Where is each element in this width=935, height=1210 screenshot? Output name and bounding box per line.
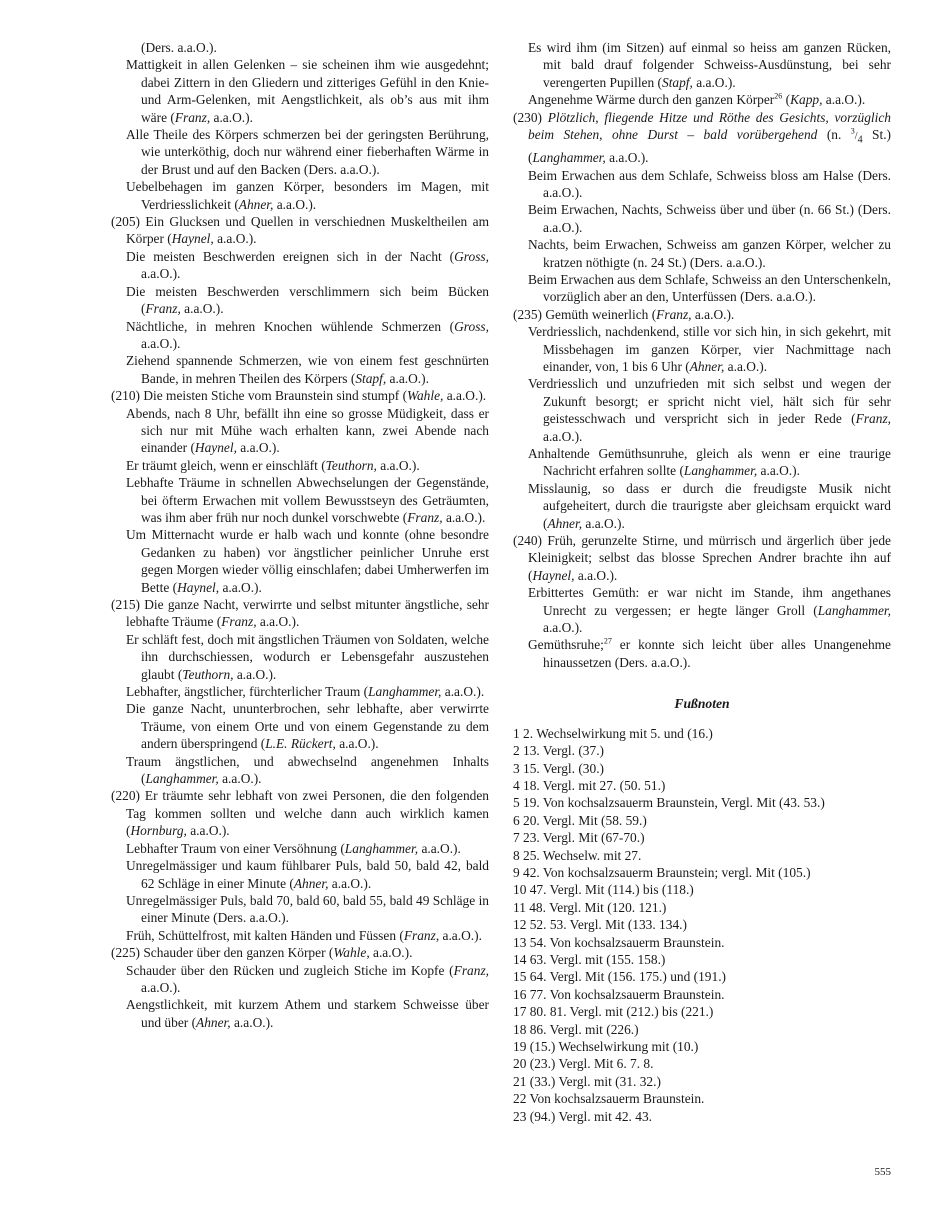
text-entry	[513, 167, 891, 202]
entry-text: a.a.O.).	[376, 457, 420, 473]
entry-text: Abends, nach 8 Uhr, befällt ihn eine so grosse Müdigkeit, dass er sich nur mit Mühe wach erhalten kann, zwei Abende nach einander (	[126, 405, 489, 456]
footnote-item: 11 48. Vergl. Mit (120. 121.)	[513, 899, 667, 915]
entry-text: a.a.O.).	[692, 74, 736, 90]
entry-text: a.a.O.).	[141, 979, 181, 995]
text-entry	[111, 405, 489, 457]
text-entry	[111, 56, 489, 126]
footnote-list	[513, 725, 891, 1125]
entry-text: Lebhafte Träume in schnellen Abwechselungen der Gegenstände, bei öfterm Erwachen mit vollem Bewusstseyn des Geträumten, was ihm aber früh nur noch dunkel vorschwebte (	[126, 475, 489, 525]
entry-text: (225) Schauder über den ganzen Körper (	[111, 945, 334, 961]
entry-text: Beim Erwachen aus dem Schlafe, Schweiss an den Unterschenkeln, vorzüglich aber an den, Unterfüssen (Ders. a.a.O.).	[528, 271, 891, 305]
author-name: Gross,	[454, 318, 489, 334]
author-name: Langhammer,	[344, 840, 419, 856]
text-entry	[111, 318, 489, 353]
text-entry	[111, 352, 489, 387]
author-name: Langhammer,	[368, 684, 442, 700]
text-entry	[111, 840, 489, 857]
author-name: L.E. Rückert,	[265, 736, 336, 752]
text-entry	[111, 927, 489, 944]
entry-text: (215) Die ganze Nacht, verwirrte und selbst mitunter ängstliche, sehr lebhafte Träume (	[111, 597, 489, 630]
entry-text: Schauder über den Rücken und zugleich Stiche im Kopfe (	[126, 962, 454, 978]
entry-text: Er träumt gleich, wenn er einschläft (	[126, 457, 326, 473]
text-entry	[513, 39, 891, 91]
author-name: Franz,	[403, 927, 440, 943]
entry-text: Aengstlichkeit, mit kurzem Athem und starkem Schweisse über und über (	[126, 997, 489, 1030]
text-entry	[111, 700, 489, 752]
entry-text: Beim Erwachen, Nachts, Schweiss über und über (n. 66 St.) (Ders. a.a.O.).	[528, 202, 891, 235]
entry-text: a.a.O.).	[724, 358, 768, 374]
author-name: Wahle,	[333, 945, 370, 961]
footnote-item: 9 42. Von kochsalzsauerm Braunstein; vergl. Mit (105.)	[513, 864, 811, 880]
entry-text: a.a.O.).	[582, 515, 625, 531]
footnotes-title: Fußnoten	[674, 696, 730, 712]
author-name: Franz,	[221, 614, 257, 630]
entry-text: a.a.O.).	[605, 150, 649, 166]
entry-text: Verdriesslich, nachdenkend, stille vor sich hin, in sich gekehrt, mit Missbehagen im ganzen Körper, vier Nachmittage nach einander, von, 1 bis 6 Uhr (	[528, 324, 891, 374]
text-entry	[513, 323, 891, 375]
entry-text: a.a.O.).	[256, 614, 300, 630]
left-text-column	[111, 39, 489, 1031]
superscript: 27	[603, 637, 612, 647]
text-entry	[513, 532, 891, 584]
entry-text: a.a.O.).	[236, 440, 280, 456]
entry-text: (210) Die meisten Stiche vom Braunstein sind stumpf (	[111, 388, 408, 404]
entry-text: Mattigkeit in allen Gelenken – sie scheinen ihm wie ausgedehnt; dabei Zittern in den Gliedern und zitteriges Gefühl in den Knie- und Arm-Gelenken, mit Aengstlichkeit, als ob’s aus mit ihm wäre (	[126, 57, 489, 125]
footnote-item: 21 (33.) Vergl. mit (31. 32.)	[513, 1073, 661, 1089]
footnote-item: 10 47. Vergl. Mit (114.) bis (118.)	[513, 882, 694, 898]
text-entry	[513, 109, 891, 167]
superscript: 26	[774, 91, 783, 101]
entry-text: a.a.O.).	[218, 771, 262, 787]
entry-text: (240) Früh, gerunzelte Stirne, und mürrisch und ärgerlich über jede Kleinigkeit; selbst das blosse Sprechen Andrer brachte ihn auf (	[513, 533, 891, 583]
text-entry	[111, 631, 489, 683]
author-name: Langhammer,	[145, 771, 219, 787]
entry-text: Die ganze Nacht, ununterbrochen, sehr lebhafte, aber verwirrte Träume, von einem Orte und von einem Gegenstande zu dem andern überspringend (	[126, 701, 489, 752]
entry-text: a.a.O.).	[210, 109, 253, 125]
author-name: Stapf,	[662, 74, 693, 90]
entry-text: Misslaunig, so dass er durch die freudigste Musik nicht aufgeheitert, durch die traurigste aber gleichsam erquickt ward (	[528, 480, 891, 531]
entry-text: Nachts, beim Erwachen, Schweiss am ganzen Körper, welcher zu kratzen nöthigte (n. 24 St.) (Ders. a.a.O.).	[528, 237, 891, 270]
text-entry	[111, 213, 489, 248]
author-name: Ahner,	[547, 515, 583, 531]
author-name: Franz,	[656, 306, 692, 322]
entry-text: Die meisten Beschwerden ereignen sich in der Nacht (	[126, 248, 455, 264]
entry-text: Beim Erwachen aus dem Schlafe, Schweiss bloss am Halse (Ders. a.a.O.).	[528, 167, 891, 200]
author-name: Langhammer,	[532, 150, 606, 166]
author-name: Ahner,	[196, 1014, 231, 1030]
entry-text: a.a.O.).	[219, 579, 262, 595]
entry-text: Angenehme Wärme durch den ganzen Körper	[528, 92, 775, 108]
text-entry	[111, 474, 489, 526]
footnote-item: 4 18. Vergl. mit 27. (50. 51.)	[513, 777, 666, 793]
text-entry	[111, 787, 489, 839]
entry-text: a.a.O.).	[180, 301, 224, 317]
entry-text: a.a.O.).	[141, 335, 181, 351]
author-name: Kapp,	[790, 92, 823, 108]
author-name: Hornburg,	[130, 823, 187, 839]
author-name: Haynel,	[532, 567, 575, 583]
entry-text: a.a.O.).	[369, 945, 413, 961]
entry-text: a.a.O.).	[335, 736, 379, 752]
page-number: 555	[874, 1166, 891, 1178]
entry-text: a.a.O.).	[441, 684, 485, 700]
text-entry	[513, 636, 891, 671]
footnote-item: 23 (94.) Vergl. mit 42. 43.	[513, 1108, 652, 1124]
text-entry	[111, 457, 489, 474]
text-entry	[513, 445, 891, 480]
right-text-column	[513, 39, 891, 1125]
footnote-item: 1 2. Wechselwirkung mit 5. und (16.)	[513, 725, 713, 741]
entry-text: a.a.O.).	[213, 231, 257, 247]
text-entry	[513, 91, 891, 108]
entry-text: Um Mitternacht wurde er halb wach und konnte (ohne besondre Gedanken zu haben) vor ängstlicher peinlicher Unruhe erst gegen Morgen wieder völlig einschlafen; dabei Umherwerfen im Bette (	[126, 527, 489, 595]
footnote-item: 2 13. Vergl. (37.)	[513, 743, 604, 759]
text-entry	[111, 526, 489, 596]
entry-text: a.a.O.).	[574, 567, 618, 583]
entry-text: a.a.O.).	[230, 1014, 274, 1030]
entry-text: a.a.O.).	[543, 428, 583, 444]
footnote-item: 20 (23.) Vergl. Mit 6. 7. 8.	[513, 1056, 654, 1072]
author-name: Haynel,	[171, 231, 214, 247]
entry-text: a.a.O.).	[822, 92, 866, 108]
footnote-item: 7 23. Vergl. Mit (67-70.)	[513, 830, 645, 846]
text-entry	[513, 480, 891, 532]
entry-text: (n.	[817, 127, 851, 143]
text-entry	[111, 857, 489, 892]
text-entry	[513, 375, 891, 445]
author-name: Stapf,	[355, 370, 387, 386]
entry-text: Verdriesslich und unzufrieden mit sich selbst und wegen der Zukunft besorgt; er spricht nicht viel, hält sich für sehr geistesschwach und verspricht sich in jeder Rede (	[528, 376, 891, 427]
entry-text: a.a.O.).	[442, 509, 486, 525]
text-entry	[111, 996, 489, 1031]
footnote-item: 18 86. Vergl. mit (226.)	[513, 1021, 639, 1037]
entry-text: a.a.O.).	[439, 927, 482, 943]
author-name: Ahner,	[238, 196, 274, 212]
text-entry	[111, 962, 489, 997]
text-entry	[111, 596, 489, 631]
entry-text: (235) Gemüth weinerlich (	[513, 306, 657, 322]
entry-text: Unregelmässiger und kaum fühlbarer Puls, bald 50, bald 42, bald 62 Schläge in einer Minute (	[126, 858, 489, 891]
entry-text: (220) Er träumte sehr lebhaft von zwei Personen, die den folgenden Tag kommen sollten und welche dann auch wirklich kamen (	[111, 788, 489, 839]
footnote-item: 3 15. Vergl. (30.)	[513, 760, 604, 776]
text-entry	[111, 753, 489, 788]
entry-text: Erbittertes Gemüth: er war nicht im Stande, ihm angethanes Unrecht zu vergessen; er hegte länger Groll (	[528, 585, 891, 618]
text-entry	[111, 683, 489, 700]
entry-text: (	[782, 92, 791, 108]
entry-text: Ziehend spannende Schmerzen, wie von einem fest geschnürten Bande, in mehren Theilen des Körpers (	[126, 353, 489, 386]
footnote-item: 6 20. Vergl. Mit (58. 59.)	[513, 812, 647, 828]
entry-text: a.a.O.).	[273, 196, 317, 212]
text-entry	[111, 126, 489, 178]
entry-text: a.a.O.).	[386, 370, 429, 386]
entry-text: Uebelbehagen im ganzen Körper, besonders im Magen, mit Verdriesslichkeit (	[126, 179, 489, 212]
text-entry	[513, 201, 891, 236]
subscript: 4	[857, 134, 863, 146]
entry-text: a.a.O.).	[443, 388, 487, 404]
entry-text: Früh, Schüttelfrost, mit kalten Händen und Füssen (	[126, 927, 404, 943]
text-entry	[111, 944, 489, 961]
footnote-item: 19 (15.) Wechselwirkung mit (10.)	[513, 1039, 699, 1055]
entry-text: a.a.O.).	[691, 306, 735, 322]
entry-text: a.a.O.).	[233, 666, 277, 682]
superscript: 3	[850, 126, 855, 136]
author-name: Langhammer,	[683, 463, 758, 479]
author-name: Franz,	[855, 411, 891, 427]
author-name: Ahner,	[689, 358, 725, 374]
author-name: Ahner,	[293, 875, 329, 891]
entry-text: Anhaltende Gemüthsunruhe, gleich als wenn er eine traurige Nachricht erfahren sollte (	[528, 446, 891, 479]
author-name: Plötzlich, fliegende Hitze und Röthe des Gesichts, vorzüglich beim Stehen, ohne Durst – bald vorübergehend	[528, 109, 891, 143]
author-name: Franz,	[145, 301, 181, 317]
author-name: Teuthorn,	[182, 666, 234, 682]
footnote-item: 22 Von kochsalzsauerm Braunstein.	[513, 1091, 705, 1107]
entry-text: St.) (	[528, 127, 892, 166]
entry-text: (205) Ein Glucksen und Quellen in verschiednen Muskeltheilen am Körper (	[111, 214, 489, 247]
entry-text: Er schläft fest, doch mit ängstlichen Träumen von Soldaten, welche ihn durchschiessen, wodurch er Lebensgefahr auszustehen glaubt (	[126, 631, 489, 682]
entry-text: Gemüthsruhe;	[528, 637, 604, 653]
footnote-item: 5 19. Von kochsalzsauerm Braunstein, Vergl. Mit (43. 53.)	[513, 795, 825, 811]
entry-text: Traum ängstlichen, und abwechselnd angenehmen Inhalts (	[126, 753, 489, 787]
text-entry	[513, 584, 891, 636]
author-name: Franz,	[407, 509, 443, 525]
entry-text: Nächtliche, in mehren Knochen wühlende Schmerzen (	[126, 318, 455, 334]
text-entry	[111, 39, 489, 56]
footnote-item: 13 54. Von kochsalzsauerm Braunstein.	[513, 934, 725, 950]
footnote-item: 16 77. Von kochsalzsauerm Braunstein.	[513, 986, 725, 1002]
entry-text: (Ders. a.a.O.).	[141, 40, 217, 55]
text-entry	[111, 248, 489, 283]
footnote-item: 17 80. 81. Vergl. mit (212.) bis (221.)	[513, 1004, 714, 1020]
author-name: Franz,	[174, 109, 211, 125]
entry-text: a.a.O.).	[141, 266, 181, 282]
author-name: Langhammer,	[817, 602, 891, 618]
text-entry	[111, 178, 489, 213]
author-name: Franz,	[453, 962, 489, 978]
entry-text: Lebhafter, ängstlicher, fürchterlicher Traum (	[126, 684, 369, 700]
text-entry	[111, 892, 489, 927]
entry-text: a.a.O.).	[757, 463, 800, 479]
entry-text: Lebhafter Traum von einer Versöhnung (	[126, 840, 345, 856]
entry-text: a.a.O.).	[186, 823, 230, 839]
fraction-slash: /	[854, 131, 858, 143]
footnote-item: 12 52. 53. Vergl. Mit (133. 134.)	[513, 917, 687, 933]
author-name: Wahle,	[407, 388, 444, 404]
entry-text: a.a.O.).	[418, 840, 461, 856]
footnote-item: 15 64. Vergl. Mit (156. 175.) und (191.)	[513, 969, 726, 985]
entry-text: (230)	[513, 109, 548, 125]
author-name: Teuthorn,	[325, 457, 377, 473]
text-entry	[111, 387, 489, 404]
entry-text: Die meisten Beschwerden verschlimmern sich beim Bücken (	[126, 283, 489, 317]
entry-text: a.a.O.).	[543, 620, 583, 636]
author-name: Haynel,	[177, 579, 220, 595]
footnote-item: 14 63. Vergl. mit (155. 158.)	[513, 951, 666, 967]
author-name: Haynel,	[194, 440, 237, 456]
text-entry	[513, 236, 891, 271]
text-entry	[513, 271, 891, 306]
right-entries	[513, 39, 891, 671]
text-entry	[111, 283, 489, 318]
entry-text: Unregelmässiger Puls, bald 70, bald 60, bald 55, bald 49 Schläge in einer Minute (Ders. a.a.O.).	[126, 892, 489, 926]
entry-text: er konnte sich leicht über alles Unangenehme hinaussetzen (Ders. a.a.O.).	[543, 637, 891, 670]
entry-text: Es wird ihm (im Sitzen) auf einmal so heiss am ganzen Rücken, mit bald drauf folgender Schweiss-Ausdünstung, bei sehr verengerten Pupillen (	[528, 40, 891, 90]
entry-text: a.a.O.).	[328, 875, 372, 891]
entry-text: Alle Theile des Körpers schmerzen bei der geringsten Berührung, wie unterköthig, doch nur während einer fieberhaften Wärme in der Brust und auf den Backen (Ders. a.a.O.).	[126, 127, 489, 177]
author-name: Gross,	[454, 248, 489, 264]
footnote-item: 8 25. Wechselw. mit 27.	[513, 847, 642, 863]
text-entry	[513, 306, 891, 323]
